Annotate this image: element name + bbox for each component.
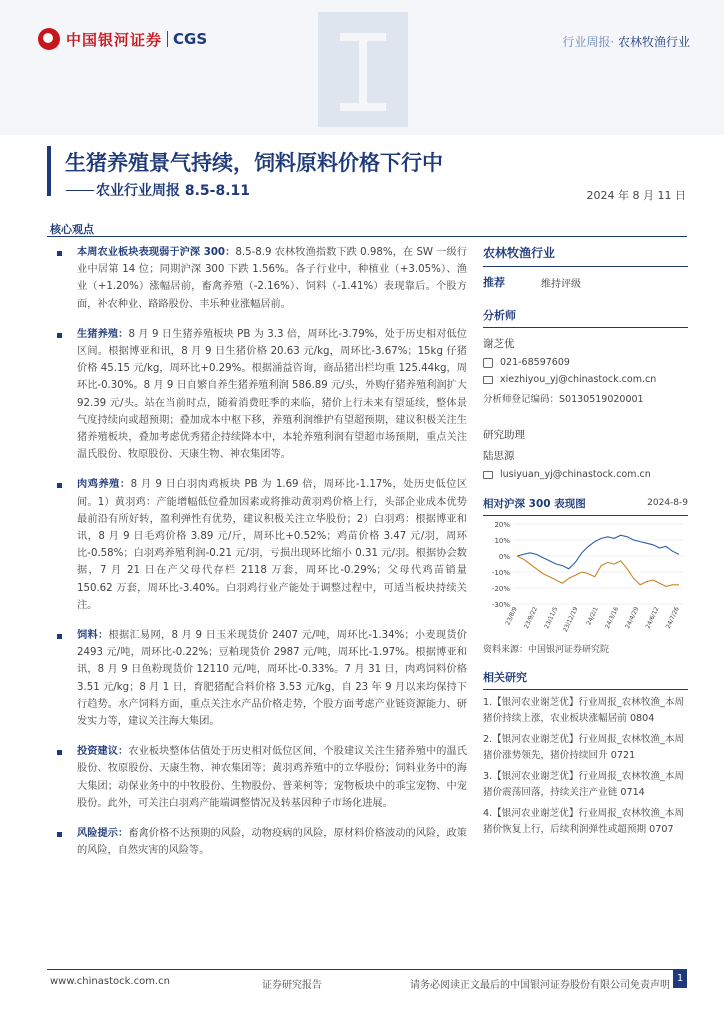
analyst-heading: 分析师 [483,307,688,328]
report-subtitle: 农业行业周报 8.5-8.11 [96,183,251,199]
paragraph-text: 根据汇易网，8 月 9 日玉米现货价 2407 元/吨，周环比-1.34%；小麦现货价 2493 元/吨，周环比-0.22%；豆粕现货价 2987 元/吨，周环比-1.97%。根据博亚和讯，8 月 9 日鱼粉现货价 12110 元/吨，周环比-0.33%。7 月 31 日，肉鸡饲料价格 3.51 元/kg；8 月 1 日，育肥猪配合料价格 3.53 元/kg，自 23 年 9 月以来均保持下行趋势。水产饲料方面，重点关注水产品价格走势，个股方面考虑产业链资源能力、研发实力等，建议关注海大集团。 [77,630,467,728]
phone-icon [483,358,493,368]
relative-performance-chart [483,516,688,636]
cgs-watermark-icon [318,12,408,127]
page-header [0,0,724,135]
company-logo [38,28,207,50]
chart-y-tick-label: -30% [491,601,510,609]
section-label: 核心观点 [50,223,94,236]
bullet-icon [57,483,62,488]
footer-rule [47,969,687,970]
related-item[interactable]: 2.【银河农业谢芝优】行业周报_农林牧渔_本周猪价涨势领先，猪价持续回升 0721 [483,734,685,761]
bullet-icon [57,832,62,837]
related-item[interactable]: 1.【银河农业谢芝优】行业周报_农林牧渔_本周猪价持续上涨，农业板块涨幅居前 0804 [483,697,685,724]
analyst-cert-row [483,391,688,405]
chart-source: 资料来源：中国银河证券研究院 [483,645,610,655]
rating-key: 推荐 [483,276,505,289]
paragraph-lead: 风险提示： [77,828,129,840]
logo-en-text: CGS [173,30,208,48]
chart-y-tick-label: 0% [498,553,510,561]
analyst-name: 谢芝优 [483,338,515,350]
paragraph [47,476,467,614]
chart-series-line-2 [517,556,679,586]
logo-icon [38,28,60,50]
chart-x-tick-label: 23/11/5 [543,605,560,630]
chart-x-tick-label: 24/6/12 [644,605,661,630]
bullet-icon [57,634,62,639]
report-title: 生猪养殖景气持续，饲料原料价格下行中 [65,151,443,175]
paragraph-lead: 投资建议： [77,746,129,758]
chart-y-tick-label: 10% [494,537,510,545]
chart-date: 2024-8-9 [647,498,688,508]
analyst-phone-row [483,357,688,368]
assistant-heading: 研究助理 [483,429,525,441]
footer-disclaimer: 请务必阅读正文最后的中国银河证券股份有限公司免责声明 [410,980,670,991]
doc-type: 行业周报· [562,35,615,49]
paragraph [47,627,467,730]
rating-row [483,274,688,290]
paragraph-text: 农业板块整体估值处于历史相对低位区间，个股建议关注生猪养殖中的温氏股份、牧原股份、天康生物、神农集团等；黄羽鸡养殖中的立华股份；饲料业务中的海大集团；动保业务中的中牧股份、生物股份、普莱柯等；宠物板块中的乖宝宠物、中宠股份。此外，可关注白羽鸡产能端调整情况及转基因种子市场化进展。 [77,746,467,809]
bullet-icon [57,750,62,755]
chart-y-tick-label: 20% [494,521,510,529]
chart-title: 相对沪深 300 表现图 [483,498,586,510]
chart-x-tick-label: 24/4/29 [624,605,641,630]
chart-x-tick-label: 24/2/1 [585,605,600,627]
chart-x-tick-label: 23/9/22 [522,605,540,630]
sidebar [483,244,688,838]
related-item[interactable]: 4.【银河农业谢芝优】行业周报_农林牧渔_本周猪价恢复上行，后续利润弹性或超预期 0707 [483,808,685,835]
subtitle-dash [66,190,94,191]
chart-heading [483,496,688,516]
paragraph-text: 8 月 9 日生猪养殖板块 PB 为 3.3 倍，周环比-3.79%，处于历史相对低位区间。根据博亚和讯，8 月 9 日生猪价格 20.63 元/kg，周环比-3.67%；15kg 仔猪价格 45.15 元/kg，周环比+0.29%。根据涌益咨询，商品猪出栏均重 125.44kg，周环比-0.30%。8 月 9 日自繁自养生猪养殖利润 586.89 元/头，外购仔猪养殖利润扩大 92.39 元/头。站在当前时点，随着消费旺季的来临，猪价上行未来有望延续，整体景气度持续向或超预期；叠加成本中枢下移，养殖利润维护有望超预期，建议积极关注生猪养殖板块，叠加考虑优秀猪企持续降本中，本轮养殖利润有望超市场预期，重点关注温氏股份、牧原股份、天康生物、神农集团等。 [77,328,467,461]
paragraph-lead: 本周农业板块表现弱于沪深 300： [77,247,236,258]
analyst-cert: 分析师登记编码：S0130519020001 [483,394,644,405]
report-date: 2024 年 8 月 11 日 [586,189,686,202]
report-category [562,33,690,50]
email-icon [483,376,493,384]
paragraph-lead: 饲料： [77,630,109,642]
bullet-icon [57,333,62,338]
chart-x-tick-label: 23/12/19 [561,605,580,634]
main-content [47,244,467,873]
analyst-phone: 021-68597609 [500,357,570,368]
paragraph-text: 8.5-8.9 农林牧渔指数下跌 0.98%，在 SW 一级行业中居第 14 位；同期沪深 300 下跌 1.56%。各子行业中，种植业（+3.05%）、渔业（+1.20%）涨幅居前，畜禽养殖（-2.16%）、饲料（-1.41%）表现靠后。个股方面，补农种业、路路股份、丰乐种业涨幅居前。 [77,247,468,310]
analyst-email[interactable]: xiezhiyou_yj@chinastock.com.cn [500,374,657,385]
chart-y-tick-label: -20% [491,585,510,593]
chart-x-tick-label: 24/7/26 [664,605,681,630]
logo-cn-text: 中国银河证券 [66,30,163,49]
section-rule [47,236,687,237]
related-item[interactable]: 3.【银河农业谢芝优】行业周报_农林牧渔_本周猪价震荡回落，持续关注产业链 0714 [483,771,685,798]
chart-x-tick-label: 23/8/9 [504,605,519,627]
assistant-email[interactable]: lusiyuan_yj@chinastock.com.cn [500,469,651,480]
chart-x-tick-label: 24/3/16 [603,605,621,630]
paragraph [47,244,467,313]
paragraph-lead: 生猪养殖： [77,328,129,340]
analyst-email-row [483,374,688,385]
title-accent-bar [47,146,51,196]
paragraph [47,326,467,464]
footer-label: 证券研究报告 [262,980,322,991]
related-heading: 相关研究 [483,669,688,690]
rating-value: 维持评级 [541,279,581,290]
chart-y-tick-label: -10% [491,569,510,577]
footer-url[interactable]: www.chinastock.com.cn [50,976,170,987]
industry-name: 农林牧渔行业 [617,35,690,49]
paragraph-lead: 肉鸡养殖： [77,479,131,491]
email-icon [483,471,493,479]
paragraph-text: 8 月 9 日白羽肉鸡板块 PB 为 1.69 倍，周环比-1.17%，处历史低位区间。1）黄羽鸡：产能增幅低位叠加因素或将推动黄羽鸡价格上行，头部企业成本优势最前沿有所好转，盈利弹性有优势，建议积极关注立华股份；2）白羽鸡：根据博亚和讯，8 月 9 日毛鸡价格 3.89 元/斤，周环比+0.52%；鸡苗价格 3.47 元/羽，周环比-0.58%；白羽鸡养殖利润-0.21 元/羽，亏损出现环比缩小 0.31 元/羽。根据协会数据，7 月 21 日在产父母代存栏 2118 万套，周环比-0.29%；父母代鸡苗销量 150.62 万套，周环比-3.40%。白羽鸡行业产能处于调整过程中，可适当板块持续关注。 [77,479,468,611]
assistant-name: 陆思源 [483,450,515,462]
paragraph-text: 畜禽价格不达预期的风险，动物疫病的风险，原材料价格波动的风险，政策的风险，自然灾害的风险等。 [77,828,467,857]
sidebar-industry: 农林牧渔行业 [483,244,688,267]
paragraph [47,825,467,859]
bullet-icon [57,251,62,256]
logo-divider [167,31,168,47]
paragraph [47,743,467,812]
page-number: 1 [673,969,687,988]
assistant-email-row [483,469,688,480]
